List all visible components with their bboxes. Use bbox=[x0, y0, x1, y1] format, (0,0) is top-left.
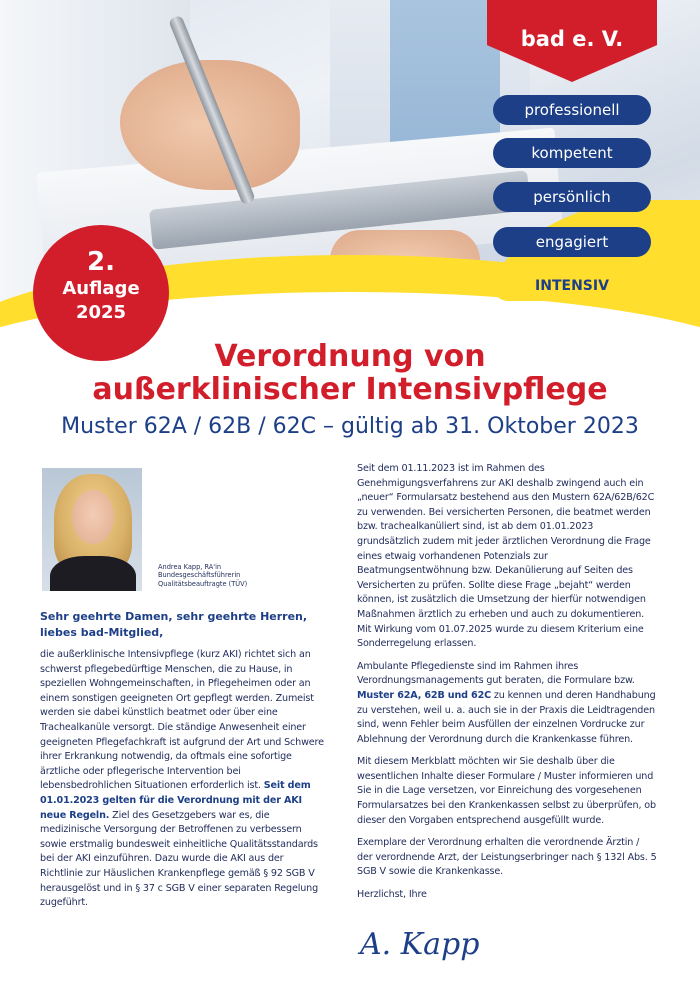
pill-intensiv: INTENSIV bbox=[493, 271, 651, 301]
pill-kompetent: kompetent bbox=[493, 138, 651, 168]
left-p1-text-2: Ziel des Gesetzgebers war es, die medizinische Versorgung der Betroffenen zu verbessern sowie erstmalig bundesweit einheitliche Qualitätsstandards bei der AKI einzuführen. Dazu wurde die AKI aus der Richtlinie zur Häuslichen Krankenpflege gemäß § 92 SGB V herausgelöst und in § 37 c SGB V einer separaten Regelung zugeführt. bbox=[40, 809, 319, 909]
right-p2-bold: Muster 62A, 62B und 62C bbox=[357, 689, 492, 701]
right-paragraph-3: Mit diesem Merkblatt möchten wir Sie deshalb über die wesentlichen Inhalte dieser Formulare / Muster informieren und Sie in die Lage versetzen, vor Einreichung des vorgesehenen Formularsatzes bei den Krankenkassen selbst zu überprüfen, ob dieser den Vorgaben entsprechend ausgefüllt wurde. bbox=[357, 756, 656, 826]
closing: Herzlichst, Ihre bbox=[357, 889, 427, 901]
greeting-line-1: Sehr geehrte Damen, sehr geehrte Herren, bbox=[40, 610, 308, 623]
title-line-1: Verordnung von bbox=[214, 339, 486, 374]
badge-label: Auflage bbox=[62, 278, 140, 299]
signature-text: A. Kapp bbox=[360, 927, 480, 962]
greeting-line-2: liebes bad-Mitglied, bbox=[40, 626, 164, 639]
right-paragraph-4: Exemplare der Verordnung erhalten die verordnende Ärztin / der verordnende Arzt, der Leistungserbringer nach § 132l Abs. 5 SGB V sowie die Krankenkasse. bbox=[357, 837, 657, 878]
badge-year: 2025 bbox=[75, 302, 127, 323]
portrait-body bbox=[50, 556, 136, 591]
right-p2-text-2: zu kennen und deren Handhabung zu verstehen, weil u. a. auch sie in der Praxis die Leidtragenden sind, wenn Fehler beim Ausfüllen der einzelnen Vordrucke zur Ablehnung der Verordnung durch die Krankenkasse führen. bbox=[357, 689, 656, 745]
title-line-2: außerklinischer Intensivpflege bbox=[92, 372, 608, 407]
badge-number: 2. bbox=[87, 247, 115, 277]
author-portrait bbox=[42, 468, 142, 591]
page-subtitle: Muster 62A / 62B / 62C – gültig ab 31. Oktober 2023 bbox=[61, 414, 639, 439]
right-paragraph-1: Seit dem 01.11.2023 ist im Rahmen des Genehmigungsverfahrens zur AKI deshalb zwingend auch ein „neuer“ Formularsatz bestehend aus den Mustern 62A/62B/62C zu verwenden. Bei versicherten Personen, die beatmet werden bzw. trachealkanüliert sind, ist ab dem 01.01.2023 grundsätzlich zudem mit jeder ärztlichen Verordnung die Frage eines etwaig vorhandenen Potenzials zur Beatmungsentwöhnung bzw. Dekanülierung auf Seiten des Versicherten zu prüfen. Sollte diese Frage „bejaht“ werden können, ist zusätzlich die Umsetzung der hierfür notwendigen Maßnahmen ärztlich zu erheben und auch zu dokumentieren. Mit Wirkung vom 01.07.2025 wurde zu diesem Kriterium eine Sonderregelung erlassen. bbox=[357, 463, 655, 650]
logo-text: bad e. V. bbox=[520, 27, 624, 51]
left-p1-bold: Seit dem 01.01.2023 gelten für die Verordnung mit der AKI neue Regeln. bbox=[40, 780, 311, 821]
portrait-face bbox=[72, 490, 114, 544]
author-role-1: Bundesgeschäftsführerin bbox=[158, 571, 241, 580]
left-column bbox=[40, 648, 324, 919]
right-paragraph-2 bbox=[357, 660, 657, 748]
page-title bbox=[0, 340, 700, 406]
left-paragraph-1 bbox=[40, 648, 324, 911]
signature bbox=[356, 920, 486, 970]
right-column bbox=[357, 462, 657, 911]
pill-persoenlich: persönlich bbox=[493, 182, 651, 212]
left-p1-text: die außerklinische Intensivpflege (kurz AKI) richtet sich an schwerst pflegebedürftige Menschen, die zu Hause, in speziellen Wohngemeinschaften, in Pflegeheimen oder an einem sonstigen geeigneten Ort gepflegt werden. Zumeist werden sie dabei künstlich beatmet oder über eine Trachealkanüle versorgt. Die ständige Anwesenheit einer geeigneten Pflegefachkraft ist aufgrund der Art und Schwere ihrer Erkrankung notwendig, da oftmals eine sofortige ärztliche oder pflegerische Intervention bei lebensbedrohlichen Situationen erforderlich ist. bbox=[40, 649, 324, 792]
author-name: Andrea Kapp, RA'in bbox=[158, 563, 222, 571]
right-p2-text: Ambulante Pflegedienste sind im Rahmen ihres Verordnungsmanagements gut beraten, die Formulare bzw. bbox=[357, 660, 635, 687]
author-role-2: Qualitätsbeauftragte (TÜV) bbox=[158, 579, 248, 588]
portrait-caption bbox=[158, 563, 247, 588]
pill-professionell: professionell bbox=[493, 95, 651, 125]
pill-engagiert: engagiert bbox=[493, 227, 651, 257]
greeting bbox=[40, 609, 330, 641]
